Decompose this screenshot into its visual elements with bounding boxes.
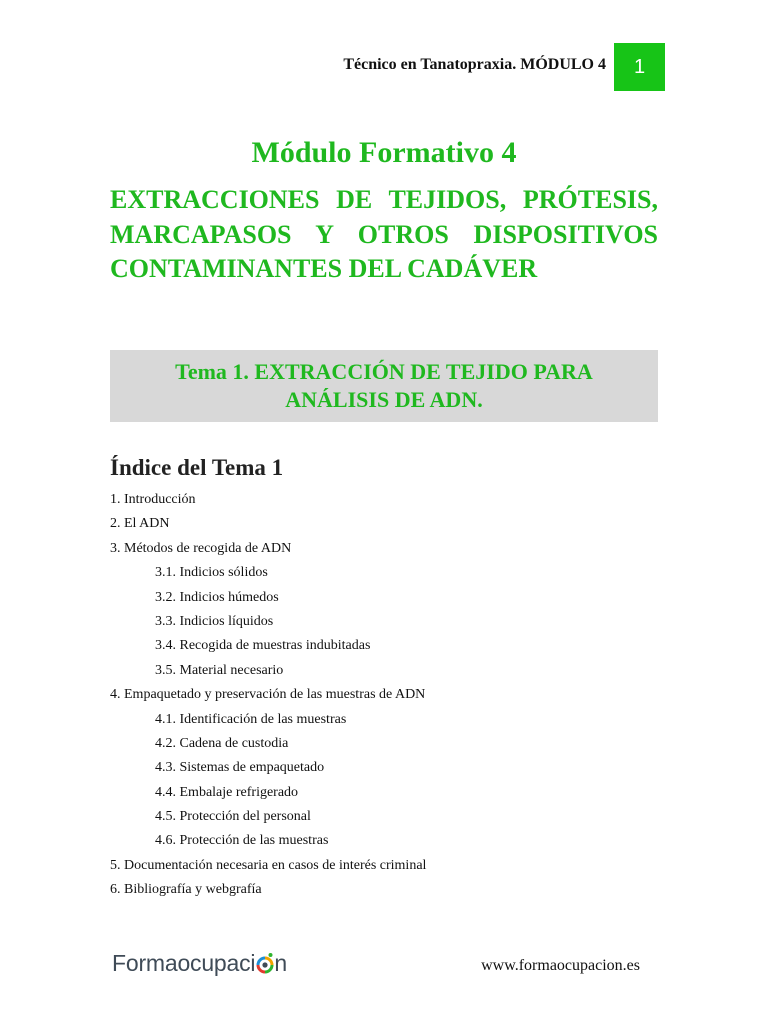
toc-item: 3.4. Recogida de muestras indubitadas	[155, 638, 371, 654]
running-header: Técnico en Tanatopraxia. MÓDULO 4	[343, 56, 606, 73]
page-number: 1	[633, 55, 646, 78]
toc-item: 6. Bibliografía y webgrafía	[110, 882, 262, 898]
toc-item: 3. Métodos de recogida de ADN	[110, 540, 292, 556]
index-title: Índice del Tema 1	[110, 455, 284, 480]
toc-item: 5. Documentación necesaria en casos de interés criminal	[110, 857, 427, 873]
toc-item: 4.6. Protección de las muestras	[155, 833, 329, 849]
footer-website: www.formaocupacion.es	[481, 957, 640, 974]
module-subtitle: EXTRACCIONES DE TEJIDOS, PRÓTESIS, MARCAPASOS Y OTROS DISPOSITIVOS CONTAMINANTES DEL CADÁVER	[110, 185, 658, 283]
toc-item: 4.2. Cadena de custodia	[155, 735, 289, 751]
logo-o-icon	[256, 952, 274, 976]
toc-item: 4.4. Embalaje refrigerado	[155, 784, 299, 800]
formaocupacion-logo	[112, 950, 287, 977]
logo-text-end: n	[274, 950, 287, 976]
tema-title-line1: Tema 1. EXTRACCIÓN DE TEJIDO PARA	[175, 359, 593, 384]
toc-item: 1. Introducción	[110, 492, 196, 507]
tema-title-line2: ANÁLISIS DE ADN.	[285, 387, 483, 412]
toc-item: 4. Empaquetado y preservación de las muestras de ADN	[110, 687, 426, 703]
toc-item: 3.3. Indicios líquidos	[155, 613, 274, 629]
toc-item: 4.3. Sistemas de empaquetado	[155, 760, 325, 776]
tema-banner	[110, 350, 658, 422]
toc-item: 4.5. Protección del personal	[155, 809, 311, 825]
toc-item: 3.1. Indicios sólidos	[155, 565, 268, 581]
toc-item: 3.5. Material necesario	[155, 662, 284, 678]
module-title: Módulo Formativo 4	[251, 136, 517, 169]
toc-item: 4.1. Identificación de las muestras	[155, 711, 347, 727]
table-of-contents	[110, 488, 650, 903]
page-number-badge	[614, 43, 665, 91]
toc-item: 2. El ADN	[110, 516, 170, 532]
toc-item: 3.2. Indicios húmedos	[155, 589, 279, 605]
tema-title	[175, 358, 593, 414]
logo-text-main: Formaocupaci	[112, 950, 256, 976]
